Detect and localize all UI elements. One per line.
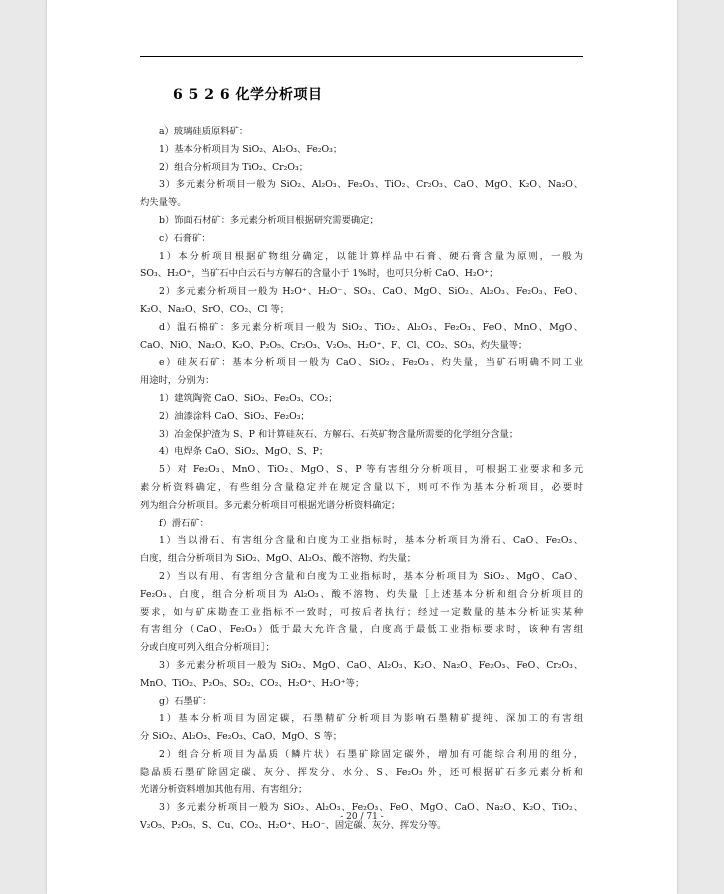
text-line: g）石墨矿： — [159, 695, 212, 707]
text-line: 隐晶质石墨矿除固定碳、灰分、挥发分、水分、S、Fe₂O₃ 外，还可根据矿石多元素分析和 — [140, 766, 583, 778]
text-line: 5）对 Fe₂O₃、MnO、TiO₂、MgO、S、P 等有害组分分析项目，可根据工业要求和多元 — [159, 464, 583, 476]
text-line: 2）多元素分析项目一般为 H₂O⁺、H₂O⁻、SO₃、CaO、MgO、SiO₂、Al₂O₃、Fe₂O₃、FeO、 — [159, 286, 583, 298]
text-line: 3）多元素分析项目一般为 SiO₂、Al₂O₃、Fe₂O₃、TiO₂、Cr₂O₃、CaO、MgO、K₂O、Na₂O、 — [159, 179, 583, 191]
text-line: 3）多元素分析项目一般为 SiO₂、Al₂O₃、Fe₂O₃、FeO、MgO、CaO、Na₂O、K₂O、TiO₂、 — [159, 802, 583, 814]
text-line: 列为组合分析项目。多元素分析项目可根据光谱分析资料确定； — [140, 499, 401, 511]
text-line: b）饰面石材矿：多元素分析项目根据研究需要确定； — [159, 214, 379, 226]
text-line: f）滑石矿： — [159, 517, 209, 529]
text-line: c）石膏矿： — [159, 232, 211, 244]
text-line: 分或白度可列入组合分析项目］； — [140, 642, 275, 654]
text-line: d）温石棉矿：多元素分析项目一般为 SiO₂、TiO₂、Al₂O₃、Fe₂O₃、FeO、MnO、MgO、 — [159, 321, 583, 333]
text-line: SO₃、H₂O⁺，当矿石中白云石与方解石的含量小于 1%时，也可只分析 CaO、H₂O⁺； — [140, 268, 499, 280]
text-line: 有害组分（CaO、Fe₂O₃）低于最大允许含量，白度高于最低工业指标要求时，该种有害组 — [140, 624, 583, 636]
text-line: e）硅灰石矿：基本分析项目一般为 CaO、SiO₂、Fe₂O₃、灼失量，当矿石明确不同工业 — [159, 357, 583, 369]
text-line: 光谱分析资料增加其他有用、有害组分； — [140, 784, 308, 796]
text-line: Fe₂O₃、白度，组合分析项目为 Al₂O₃、酸不溶物、灼失量［上述基本分析和组合分析项目的 — [140, 588, 583, 600]
text-line: 素分析资料确定，有些组分含量稳定并在规定含量以下，则可不作为基本分析项目，必要时 — [140, 481, 583, 493]
document-page — [47, 0, 677, 894]
text-line: CaO、NiO、Na₂O、K₂O、P₂O₅、Cr₂O₃、V₂O₅、H₂O⁺、F、Cl、CO₂、SO₃、灼失量等； — [140, 339, 528, 351]
header-rule — [140, 56, 583, 57]
text-line: a）玻璃硅质原料矿： — [159, 126, 249, 137]
text-line: 灼失量等。 — [140, 197, 187, 209]
text-line: 1）基本分析项目为固定碳，石墨精矿分析项目为影响石墨精矿提纯、深加工的有害组 — [159, 713, 583, 725]
text-line: 2）组合分析项目为 TiO₂、Cr₂O₃； — [159, 161, 308, 173]
page-number: - 20 / 71 - — [340, 812, 384, 822]
body-text — [140, 123, 583, 835]
text-line: 3）多元素分析项目一般为 SiO₂、MgO、CaO、Al₂O₃、K₂O、Na₂O、Fe₂O₃、FeO、Cr₂O₃、 — [159, 659, 583, 671]
text-line: 白度，组合分析项目为 SiO₂、MgO、Al₂O₃、酸不溶物、灼失量； — [140, 553, 417, 565]
text-line: 4）电焊条 CaO、SiO₂、MgO、S、P； — [159, 446, 329, 458]
text-line: 2）当以有用、有害组分含量和白度为工业指标时，基本分析项目为 SiO₂、MgO、CaO、 — [159, 570, 583, 582]
text-line: 2）油漆涂料 CaO、SiO₂、Fe₂O₃； — [159, 410, 310, 422]
text-line: 1）当以滑石、有害组分含量和白度为工业指标时，基本分析项目为滑石、CaO、Fe₂O₃、 — [159, 535, 583, 547]
text-line: 分 SiO₂、Al₂O₃、Fe₂O₃、CaO、MgO、S 等； — [140, 731, 342, 743]
text-line: MnO、TiO₂、P₂O₅、SO₂、CO₂、H₂O⁺、H₂O⁺等； — [140, 677, 365, 689]
text-line: 1）本分析项目根据矿物组分确定，以能计算样品中石膏、硬石膏含量为原则，一般为 — [159, 250, 583, 262]
text-line: 2）组合分析项目为晶质（鳞片状）石墨矿除固定碳外，增加有可能综合利用的组分， — [159, 748, 583, 760]
text-line: 1）建筑陶瓷 CaO、SiO₂、Fe₂O₃、CO₂； — [159, 392, 338, 404]
text-line: V₂O₅、P₂O₅、S、Cu、CO₂、H₂O⁺、H₂O⁻、固定碳、灰分、挥发分等。 — [140, 820, 447, 832]
text-line: K₂O、Na₂O、SrO、CO₂、Cl 等； — [140, 303, 290, 315]
text-line: 1）基本分析项目为 SiO₂、Al₂O₃、Fe₂O₃； — [159, 143, 343, 155]
text-line: 要求，如与矿床勘查工业指标不一致时，可按后者执行；经过一定数量的基本分析证实某种 — [140, 606, 583, 618]
text-line: 3）冶金保护渣为 S、P 和计算硅灰石、方解石、石英矿物含量所需要的化学组分含量； — [159, 428, 519, 440]
section-heading: 6 5 2 6 化学分析项目 — [173, 87, 323, 103]
text-line: 用途时，分别为： — [140, 375, 215, 387]
